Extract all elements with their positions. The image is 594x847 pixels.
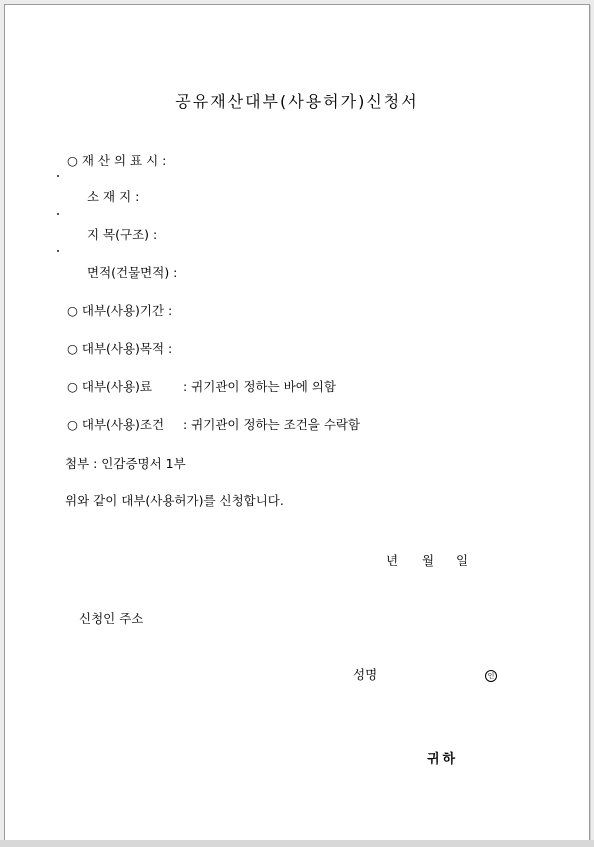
property-heading-text: ○ 재 산 의 표 시 : <box>67 153 167 168</box>
margin-mark <box>57 250 59 252</box>
statement-line: 위와 같이 대부(사용허가)를 신청합니다. <box>65 493 284 508</box>
applicant-address-label: 신청인 주소 <box>79 611 144 626</box>
name-label: 성명 <box>353 667 378 682</box>
margin-mark <box>57 213 59 215</box>
terms-row <box>67 415 360 433</box>
attachment-line: 첨부 : 인감증명서 1부 <box>65 456 186 471</box>
date-line <box>386 551 468 569</box>
seal-mark <box>485 666 497 682</box>
fee-value: : 귀기관이 정하는 바에 의함 <box>183 379 336 394</box>
horizontal-scrollbar[interactable] <box>0 840 594 847</box>
margin-mark <box>57 175 59 177</box>
addressee: 귀하 <box>427 752 459 767</box>
property-heading <box>67 151 166 169</box>
fee-row <box>67 377 336 395</box>
fee-label: ○ 대부(사용)료 <box>67 379 153 394</box>
terms-label: ○ 대부(사용)조건 <box>67 417 165 432</box>
date-month: 월 <box>422 553 435 568</box>
purpose-label: ○ 대부(사용)목적 : <box>67 341 173 356</box>
document-title: 공유재산대부(사용허가)신청서 <box>175 92 419 111</box>
date-day: 일 <box>456 553 469 568</box>
lot-label: 지 목(구조) : <box>87 227 158 242</box>
location-label: 소 재 지 : <box>87 189 140 204</box>
period-label: ○ 대부(사용)기간 : <box>67 303 173 318</box>
seal-icon: 인 <box>485 670 497 682</box>
document-page <box>4 4 590 842</box>
area-label: 면적(건물면적) : <box>87 265 178 280</box>
terms-value: : 귀기관이 정하는 조건을 수락함 <box>183 417 361 432</box>
date-year: 년 <box>386 553 399 568</box>
